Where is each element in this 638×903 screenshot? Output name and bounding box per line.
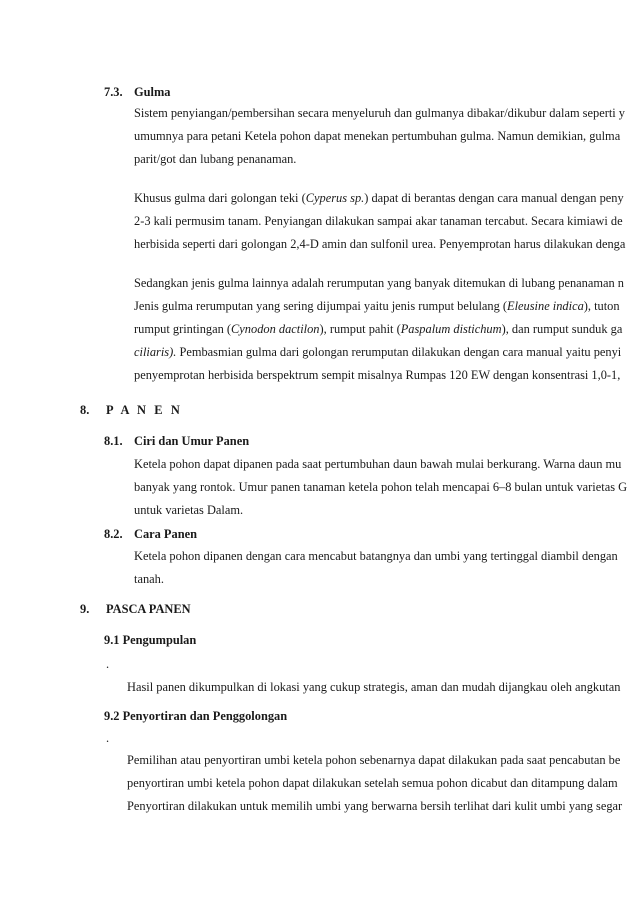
paragraph-line: penyortiran umbi ketela pohon dapat dilakukan setelah semua pohon dicabut dan ditampung dalam — [127, 776, 618, 790]
bullet-dot: . — [106, 657, 110, 671]
section-title: Gulma — [134, 85, 171, 99]
paragraph-line: parit/got dan lubang penanaman. — [134, 152, 297, 166]
paragraph-line: 2-3 kali permusim tanam. Penyiangan dilakukan sampai akar tanaman tercabut. Secara kimiawi de — [134, 214, 623, 228]
paragraph-line: penyemprotan herbisida berspektrum sempit misalnya Rumpas 120 EW dengan konsentrasi 1,0-1, — [134, 368, 621, 382]
paragraph-line: Ketela pohon dipanen dengan cara mencabut batangnya dan umbi yang tertinggal diambil dengan — [134, 549, 618, 563]
paragraph-line — [134, 344, 621, 360]
bullet-dot: . — [106, 731, 110, 745]
paragraph-line: tanah. — [134, 572, 164, 586]
section-title: Ciri dan Umur Panen — [134, 434, 250, 448]
paragraph-line — [134, 190, 624, 206]
species-name: Eleusine indica — [507, 299, 584, 313]
paragraph-line: Penyortiran dilakukan untuk memilih umbi yang berwarna bersih terlihat dari kulit umbi yang segar — [127, 799, 623, 813]
paragraph-line: Pemilihan atau penyortiran umbi ketela pohon sebenarnya dapat dilakukan pada saat pencabutan be — [127, 753, 621, 767]
section-number: 8.2. — [104, 527, 123, 541]
text-run: Pembasmian gulma dari golongan rerumputan dilakukan dengan cara manual yaitu penyi — [176, 345, 622, 359]
section-number: 8.1. — [104, 434, 123, 448]
paragraph-line — [134, 298, 620, 314]
paragraph-line: Hasil panen dikumpulkan di lokasi yang cukup strategis, aman dan mudah dijangkau oleh angkutan — [127, 680, 621, 694]
text-run: ), dan rumput sunduk ga — [501, 322, 623, 336]
paragraph-line: Ketela pohon dapat dipanen pada saat pertumbuhan daun bawah mulai berkurang. Warna daun mu — [134, 457, 622, 471]
text-run: ), tuton — [583, 299, 620, 313]
section-9-heading — [80, 601, 191, 617]
species-name: Paspalum distichum — [400, 322, 502, 336]
species-name: ciliaris). — [134, 345, 177, 359]
text-run: Jenis gulma rerumputan yang sering dijumpai yaitu jenis rumput belulang ( — [134, 299, 508, 313]
section-title: P A N E N — [106, 403, 183, 417]
section-number: 9. — [80, 602, 90, 616]
section-title: Cara Panen — [134, 527, 197, 541]
section-8-heading — [80, 402, 182, 418]
paragraph-line — [134, 321, 622, 337]
section-9-1-heading: 9.1 Pengumpulan — [104, 633, 197, 647]
paragraph-line: herbisida seperti dari golongan 2,4-D amin dan sulfonil urea. Penyemprotan harus dilakukan denga — [134, 237, 626, 251]
section-number: 8. — [80, 403, 90, 417]
text-run: Khusus gulma dari golongan teki ( — [134, 191, 306, 205]
species-name: Cyperus sp. — [305, 191, 365, 205]
section-9-2-heading: 9.2 Penyortiran dan Penggolongan — [104, 709, 288, 723]
section-title: PASCA PANEN — [106, 602, 191, 616]
text-run: rumput grintingan ( — [134, 322, 232, 336]
paragraph-line: untuk varietas Dalam. — [134, 503, 244, 517]
section-7-3-heading — [104, 84, 171, 100]
species-name: Cynodon dactilon — [231, 322, 320, 336]
paragraph-line: Sedangkan jenis gulma lainnya adalah rerumputan yang banyak ditemukan di lubang penanaman n — [134, 276, 624, 290]
paragraph-line: Sistem penyiangan/pembersihan secara menyeluruh dan gulmanya dibakar/dikubur dalam seperti y — [134, 106, 625, 120]
section-8-1-heading — [104, 433, 249, 449]
text-run: ), rumput pahit ( — [319, 322, 401, 336]
paragraph-line: umumnya para petani Ketela pohon dapat menekan pertumbuhan gulma. Namun demikian, gulma — [134, 129, 621, 143]
paragraph-line: banyak yang rontok. Umur panen tanaman ketela pohon telah mencapai 6–8 bulan untuk varietas G — [134, 480, 628, 494]
text-run: ) dapat di berantas dengan cara manual dengan peny — [364, 191, 624, 205]
section-8-2-heading — [104, 526, 197, 542]
section-number: 7.3. — [104, 85, 123, 99]
